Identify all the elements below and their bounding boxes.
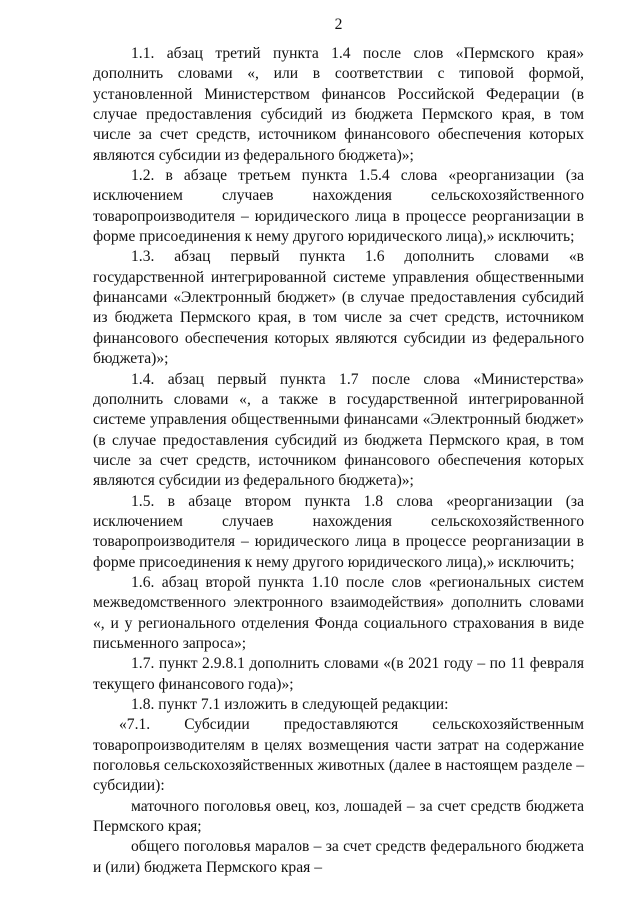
- paragraph-1-5: 1.5. в абзаце втором пункта 1.8 слова «реорганизации (за исключением случаев нахождения сельскохозяйственного товаропроизводителя – юридического лица в процессе реорганизации в форме присоединения к нему другого юридического лица),» исключить;: [93, 492, 584, 571]
- paragraph-1-8: 1.8. пункт 7.1 изложить в следующей редакции:: [131, 696, 449, 713]
- paragraph-livestock-sheep: маточного поголовья овец, коз, лошадей – за счет средств бюджета Пермского края;: [93, 797, 584, 836]
- paragraph-1-3: 1.3. абзац первый пункта 1.6 дополнить словами «в государственной интегрированной системе управления общественными финансами «Электронный бюджет» (в случае предоставления субсидий из бюджета Пермского края, в том числе за счет средств, источником финансового обеспечения которых являются субсидии из федерального бюджета)»;: [93, 248, 584, 368]
- page-number: 2: [334, 16, 343, 33]
- paragraph-1-6: 1.6. абзац второй пункта 1.10 после слов «региональных систем межведомственного электронного взаимодействия» дополнить словами «, и у регионального отделения Фонда социального страхования в виде письменного запроса»;: [93, 573, 584, 652]
- paragraph-1-2: 1.2. в абзаце третьем пункта 1.5.4 слова «реорганизации (за исключением случаев нахождения сельскохозяйственного товаропроизводителя – юридического лица в процессе реорганизации в форме присоединения к нему другого юридического лица),» исключить;: [93, 167, 584, 246]
- paragraph-1-7: 1.7. пункт 2.9.8.1 дополнить словами «(в 2021 году – по 11 февраля текущего финансового года)»;: [93, 655, 584, 693]
- paragraph-1-4: 1.4. абзац первый пункта 1.7 после слова «Министерства» дополнить словами «, а также в государственной интегрированной системе управления общественными финансами «Электронный бюджет» (в случае предоставления субсидий из бюджета Пермского края, в том числе за счет средств, источником финансового обеспечения которых являются субсидии из федерального бюджета)»;: [93, 370, 584, 490]
- paragraph-7-1-quote: «7.1. Субсидии предоставляются сельскохозяйственным товаропроизводителям в целях возмещения части затрат на содержание поголовья сельскохозяйственных животных (далее в настоящем разделе – субсидии):: [93, 716, 584, 795]
- paragraph-livestock-marals: общего поголовья маралов – за счет средств федерального бюджета и (или) бюджета Пермского края –: [93, 838, 584, 876]
- paragraph-1-1: 1.1. абзац третий пункта 1.4 после слов «Пермского края» дополнить словами «, или в соответствии с типовой формой, установленной Министерством финансов Российской Федерации (в случае предоставления субсидий из бюджета Пермского края, в том числе за счет средств, источником финансового обеспечения которых являются субсидии из федерального бюджета)»;: [93, 45, 584, 164]
